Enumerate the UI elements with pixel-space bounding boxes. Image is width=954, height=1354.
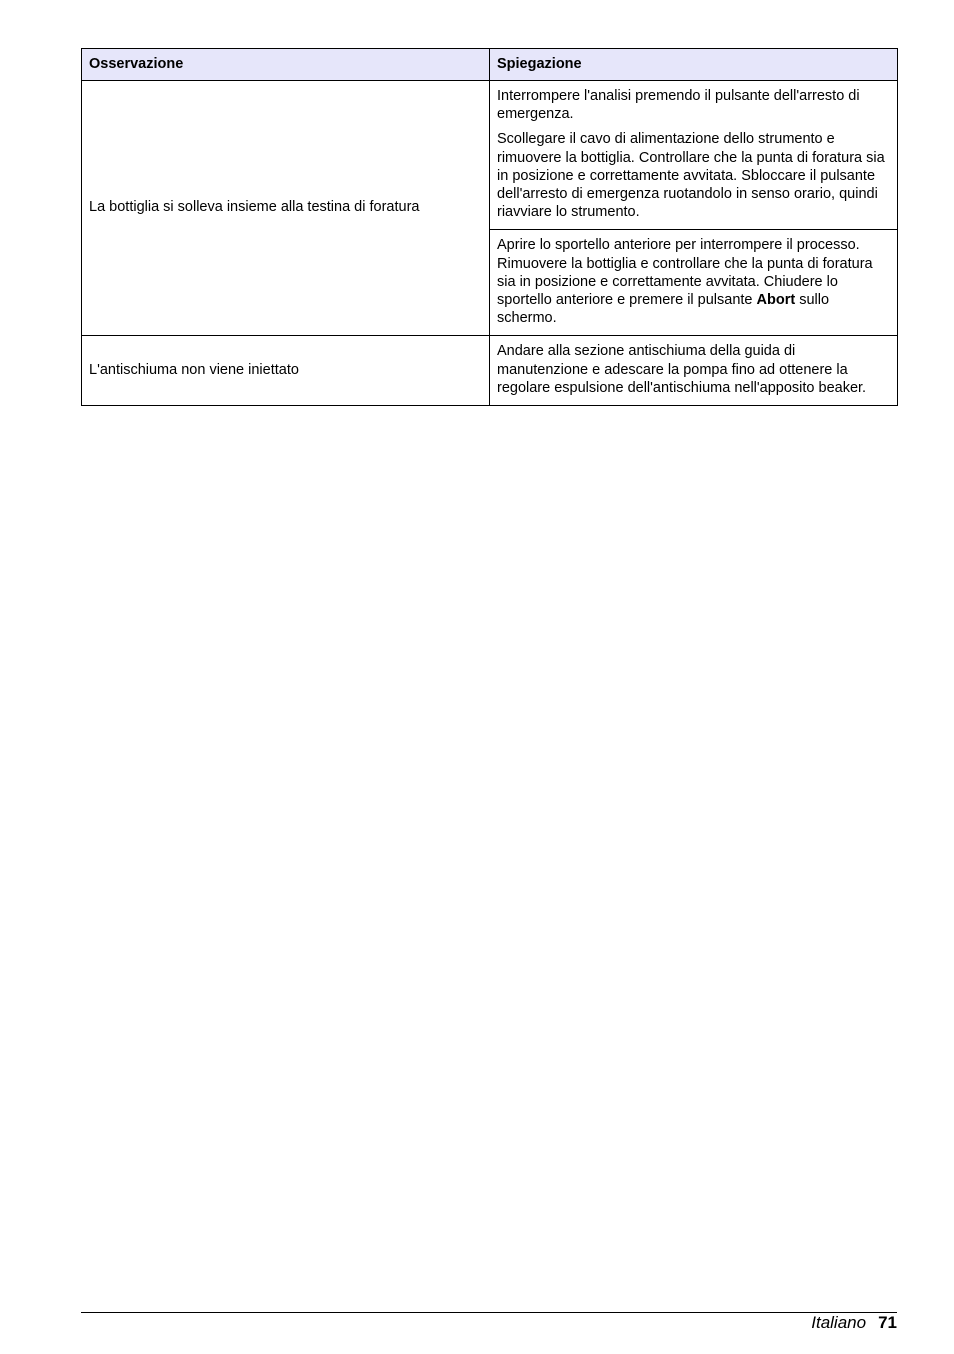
solution-text: sullo schermo. <box>497 292 830 327</box>
observation-cell: L'antischiuma non viene iniettato <box>82 336 490 406</box>
column-header-observation: Osservazione <box>82 49 490 81</box>
observation-cell: La bottiglia si solleva insieme alla testina di foratura <box>82 81 490 336</box>
solution-paragraph <box>497 236 890 327</box>
footer-language: Italiano <box>811 1313 867 1332</box>
page-number: 71 <box>878 1313 897 1332</box>
troubleshooting-table <box>81 48 898 406</box>
solution-paragraph: Interrompere l'analisi premendo il pulsante dell'arresto di emergenza. <box>497 88 860 123</box>
table-row <box>82 81 898 230</box>
table-header-row <box>82 49 898 81</box>
solution-cell <box>490 336 898 406</box>
solution-paragraph: Scollegare il cavo di alimentazione dello strumento e rimuovere la bottiglia. Controllare che la punta di foratura sia in posizione e correttamente avvitata. Sbloccare il pulsante dell'arresto di emergenza ruotandolo in senso orario, quindi riavviare lo strumento. <box>497 131 885 221</box>
page-footer <box>811 1312 897 1334</box>
solution-text: Aprire lo sportello anteriore per interrompere il processo. Rimuovere la bottiglia e controllare che la punta di foratura sia in posizione e correttamente avvitata. Chiudere lo sportello anteriore e premere il pulsante <box>497 237 873 309</box>
table-row <box>82 336 898 406</box>
column-header-explanation: Spiegazione <box>490 49 898 81</box>
abort-button-label: Abort <box>756 292 796 309</box>
solution-cell <box>490 81 898 230</box>
solution-cell <box>490 230 898 336</box>
solution-paragraph: Andare alla sezione antischiuma della guida di manutenzione e adescare la pompa fino ad ottenere la regolare espulsione dell'antischiuma nell'apposito beaker. <box>497 343 867 396</box>
footer-divider <box>81 1312 897 1313</box>
